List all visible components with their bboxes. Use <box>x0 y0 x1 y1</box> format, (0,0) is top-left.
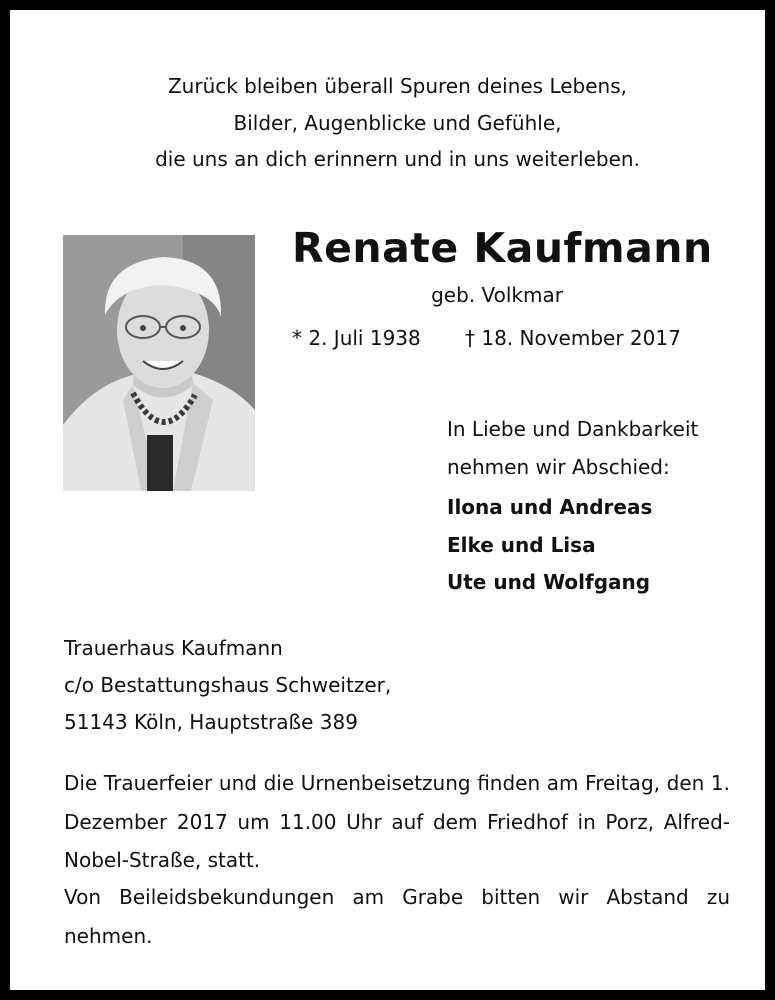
farewell-text <box>447 410 698 486</box>
death-date: † 18. November 2017 <box>465 326 681 350</box>
poem <box>10 68 775 178</box>
funeral-service-notice: Die Trauerfeier und die Urnenbeisetzung finden am Freitag, den 1. Dezember 2017 um 11.00 Uhr auf dem Friedhof in Porz, Alfred-Nobel-Straße, statt. <box>64 771 730 872</box>
address-line: c/o Bestattungshaus Schweitzer, <box>64 673 392 697</box>
farewell-line: nehmen wir Abschied: <box>447 455 670 479</box>
poem-line: Bilder, Augenblicke und Gefühle, <box>233 110 562 135</box>
mourner-names: Elke und Lisa <box>447 532 596 557</box>
mourning-house-address <box>64 630 391 741</box>
poem-line: die uns an dich erinnern und in uns weiterleben. <box>155 147 640 171</box>
portrait-photo <box>63 235 255 491</box>
mourner-names: Ute und Wolfgang <box>447 570 651 594</box>
address-line: Trauerhaus Kaufmann <box>64 636 283 660</box>
deceased-name: Renate Kaufmann <box>292 224 713 272</box>
mourner-names: Ilona und Andreas <box>447 495 653 519</box>
maiden-name: geb. Volkmar <box>431 283 563 307</box>
poem-line: Zurück bleiben überall Spuren deines Lebens, <box>167 74 628 98</box>
mourners-list <box>447 489 652 602</box>
portrait-illustration <box>63 235 255 491</box>
address-line: 51143 Köln, Hauptstraße 389 <box>64 710 358 734</box>
condolence-notice: Von Beileidsbekundungen am Grabe bitten wir Abstand zu nehmen. <box>64 885 730 948</box>
farewell-line: In Liebe und Dankbarkeit <box>447 417 699 441</box>
birth-date: * 2. Juli 1938 <box>292 326 421 350</box>
